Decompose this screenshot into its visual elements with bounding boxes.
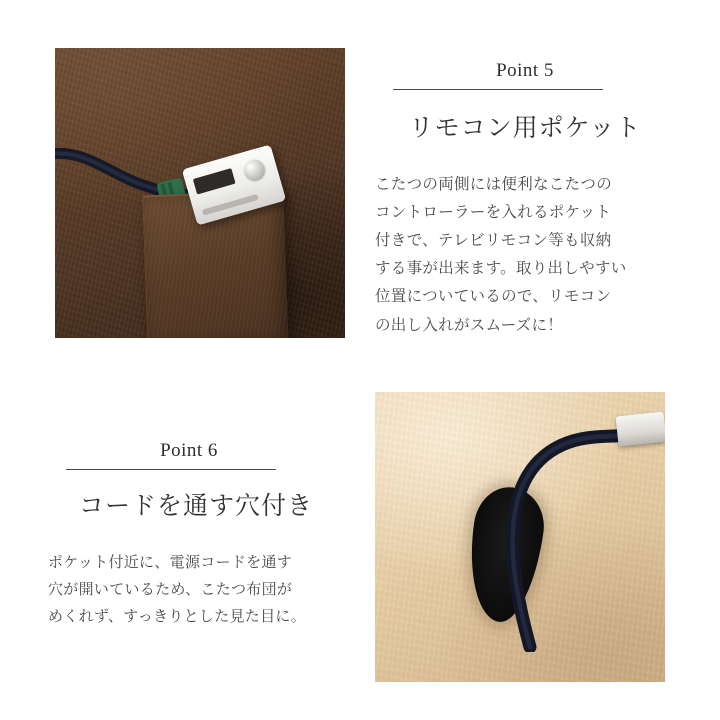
body-line: 付きで、テレビリモコン等も収納 [375, 231, 612, 249]
text-block-point-5 [375, 60, 675, 340]
body-line: 位置についているので、リモコン [375, 288, 612, 306]
body-line: めくれず、すっきりとした見た目に。 [48, 608, 307, 626]
body-line: こたつの両側には便利なこたつの [375, 175, 613, 193]
photo-remote-pocket [55, 48, 345, 338]
body-line: コントローラーを入れるポケット [375, 203, 612, 221]
body-line: する事が出来ます。取り出しやすい [375, 260, 627, 278]
body-line: 穴が開いているため、こたつ布団が [48, 580, 293, 598]
body-line: の出し入れがスムーズに！ [375, 316, 564, 334]
cord-plug [616, 412, 665, 447]
controller-label-strip [193, 168, 236, 194]
controller-dial [242, 157, 267, 182]
photo-cord-hole [375, 392, 665, 682]
headline-point-5: リモコン用ポケット [408, 114, 642, 142]
headline-point-6: コードを通す穴付き [78, 492, 313, 520]
point-divider-5 [393, 89, 603, 90]
body-copy-point-5 [375, 171, 675, 340]
text-block-point-6 [48, 440, 348, 630]
body-line: ポケット付近に、電源コードを通す [48, 553, 293, 571]
point-label-5: Point 5 [496, 60, 554, 81]
point-divider-6 [66, 469, 276, 470]
point-label-6: Point 6 [160, 440, 218, 461]
body-copy-point-6 [48, 549, 348, 631]
